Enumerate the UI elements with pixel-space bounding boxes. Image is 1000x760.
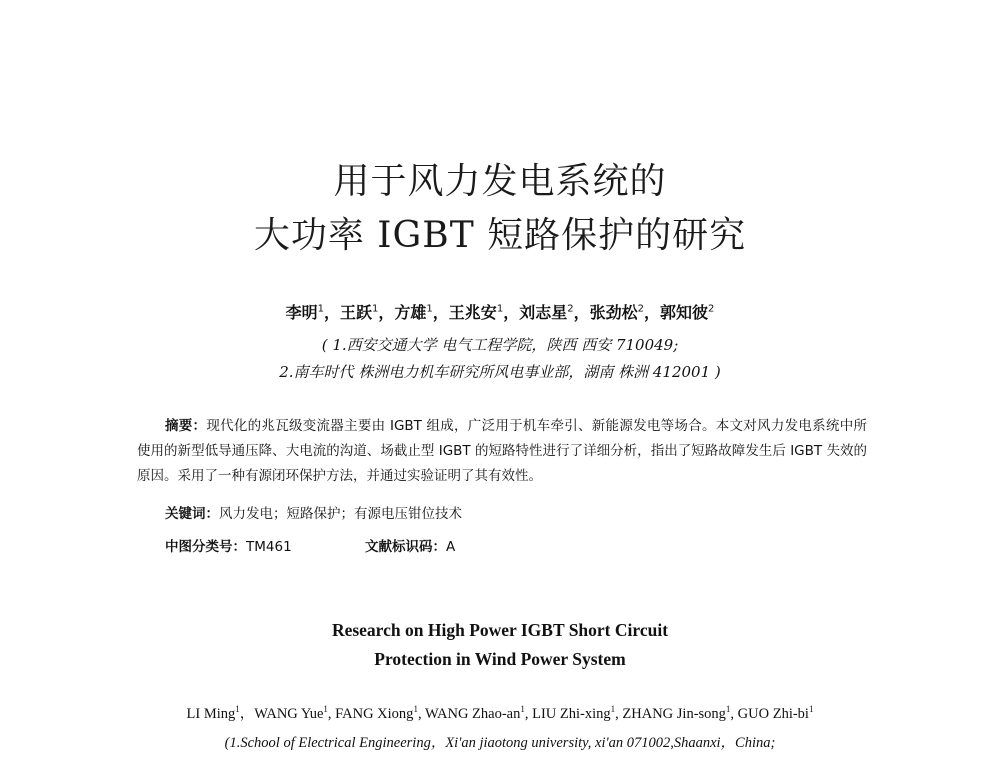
author-affiliation-mark: 1 (808, 704, 814, 715)
author (394, 303, 432, 322)
classification-label: 中图分类号： (165, 539, 246, 555)
chinese-title-line-2: 大功率 IGBT 短路保护的研究 (253, 215, 747, 256)
author-affiliation-mark: 1 (372, 303, 379, 315)
author-name: 李明 (285, 303, 318, 322)
author-name: LIU Zhi-xing (532, 706, 611, 722)
author-separator: ， (378, 303, 395, 322)
english-affiliation-line: (1.School of Electrical Engineering，Xi'an jiaotong university, xi'an 071002,Shaanxi，China; (224, 735, 776, 751)
author-name: GUO Zhi-bi (737, 706, 809, 722)
author-separator: ， (503, 303, 520, 322)
author-name: ZHANG Jin-song (622, 706, 726, 722)
author-name: 王兆安 (448, 303, 497, 322)
author-name: 王跃 (339, 303, 372, 322)
author-affiliation-mark: 2 (637, 303, 644, 315)
abstract-text: 现代化的兆瓦级变流器主要由 IGBT 组成，广泛用于机车牵引、新能源发电等场合。本文对风力发电系统中所使用的新型低导通压降、大电流的沟道、场截止型 IGBT 的短路特性进行了详细分析，指出了短路故障发生后 IGBT 失效的原因。采用了一种有源闭环保护方法，并通过实验证明了其有效性。 (137, 418, 867, 484)
english-title-line-2: Protection in Wind Power System (374, 649, 626, 669)
author (622, 706, 737, 722)
classification-value: TM461 (246, 539, 292, 555)
author-separator: ， (239, 706, 255, 722)
chinese-author-list (0, 302, 1000, 324)
author (519, 303, 573, 322)
classification-line (165, 536, 665, 558)
author-affiliation-mark: 1 (317, 303, 324, 315)
author-separator: , (615, 706, 623, 722)
author (449, 303, 503, 322)
author-affiliation-mark: 2 (708, 303, 715, 315)
author (532, 706, 622, 722)
author-separator: , (524, 706, 533, 722)
author-separator: ， (644, 303, 661, 322)
document-code-label: 文献标识码： (365, 539, 446, 555)
chinese-title-line-1: 用于风力发电系统的 (333, 161, 667, 202)
author-separator: ， (432, 303, 449, 322)
author-affiliation-mark: 1 (610, 704, 616, 715)
chinese-affiliation-line-2: 2.南车时代 株洲电力机车研究所风电事业部，湖南 株洲 412001 ) (279, 363, 721, 381)
author (254, 706, 335, 722)
author-name: 方雄 (394, 303, 427, 322)
author-name: WANG Zhao-an (424, 706, 521, 722)
author-name: WANG Yue (254, 706, 324, 722)
author-affiliation-mark: 1 (725, 704, 731, 715)
author-separator: ， (323, 303, 340, 322)
author-affiliation-mark: 1 (520, 704, 525, 715)
author (286, 303, 324, 322)
author-separator: , (327, 706, 336, 722)
author-affiliation-mark: 1 (426, 303, 433, 315)
author-name: 张劲松 (589, 303, 638, 322)
author-separator: , (417, 706, 425, 722)
author-affiliation-mark: 1 (496, 303, 504, 315)
author-name: LI Ming (186, 706, 236, 722)
author (340, 303, 378, 322)
chinese-abstract (137, 414, 867, 489)
document-code-value: A (446, 539, 456, 555)
document-code (365, 536, 455, 558)
author-name: FANG Xiong (335, 706, 414, 722)
keywords-text: 风力发电；短路保护；有源电压钳位技术 (219, 506, 462, 522)
author-affiliation-mark: 2 (567, 303, 574, 315)
author-affiliation-mark: 1 (413, 704, 418, 715)
author (590, 303, 644, 322)
keywords-label: 关键词： (165, 506, 219, 522)
author-affiliation-mark: 1 (235, 704, 240, 715)
author (187, 706, 255, 722)
english-title-line-1: Research on High Power IGBT Short Circuit (331, 620, 669, 640)
author-affiliation-mark: 1 (323, 704, 328, 715)
author-name: 刘志星 (519, 303, 568, 322)
author (335, 706, 425, 722)
chinese-keywords (165, 503, 462, 525)
author-name: 郭知彼 (660, 303, 709, 322)
abstract-label: 摘要： (165, 418, 207, 434)
chinese-affiliation-line-1: ( 1.西安交通大学 电气工程学院，陕西 西安 710049; (321, 336, 679, 354)
english-author-list (0, 704, 1000, 724)
author-separator: , (730, 706, 738, 722)
author (660, 303, 714, 322)
author (738, 706, 814, 722)
author (425, 706, 532, 722)
author-separator: ， (573, 303, 590, 322)
